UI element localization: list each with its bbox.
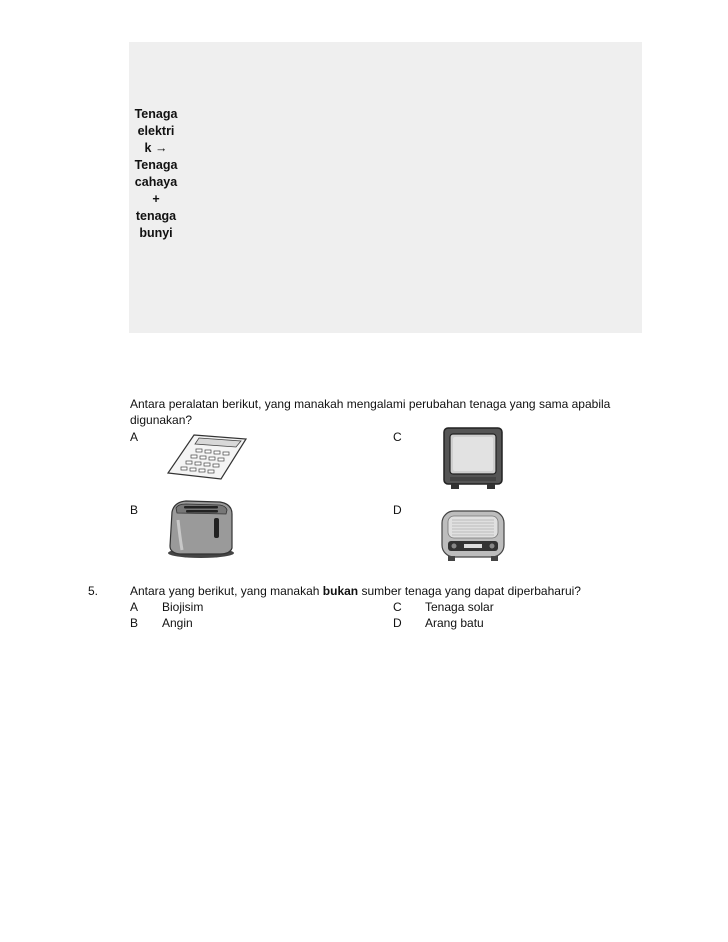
energy-line: tenaga xyxy=(135,209,177,223)
question-5-text-bold: bukan xyxy=(322,584,359,598)
energy-line: elektri xyxy=(137,124,175,138)
option-letter-d: D xyxy=(393,503,402,517)
toaster-image xyxy=(164,498,238,560)
energy-line: Tenaga xyxy=(134,158,178,172)
calculator-image xyxy=(166,433,248,481)
energy-line: k → xyxy=(144,141,168,155)
energy-change-label xyxy=(134,106,178,242)
q5-option-b-letter: B xyxy=(130,616,139,630)
energy-line: cahaya xyxy=(134,175,178,189)
option-letter-a: A xyxy=(130,430,139,444)
energy-line: + xyxy=(152,192,160,206)
q5-option-b-text: Angin xyxy=(162,616,193,630)
question-5-number: 5. xyxy=(88,584,99,598)
question-5-text xyxy=(130,584,581,599)
energy-change-box xyxy=(129,42,642,333)
q5-option-d-letter: D xyxy=(393,616,402,630)
radio-image xyxy=(438,507,508,563)
television-image xyxy=(441,426,505,492)
question-4-text-line1: Antara peralatan berikut, yang manakah mengalami perubahan tenaga yang sama apabila xyxy=(130,397,611,411)
option-letter-b: B xyxy=(130,503,139,517)
q5-option-a-letter: A xyxy=(130,600,139,614)
q5-option-c-letter: C xyxy=(393,600,402,614)
option-letter-c: C xyxy=(393,430,402,444)
energy-line: Tenaga xyxy=(134,107,178,121)
q5-option-a-text: Biojisim xyxy=(162,600,204,614)
energy-line: bunyi xyxy=(139,226,173,240)
q5-option-d-text: Arang batu xyxy=(425,616,484,630)
q5-option-c-text: Tenaga solar xyxy=(425,600,494,614)
question-4-text-line2: digunakan? xyxy=(130,413,193,427)
question-5-text-after: sumber tenaga yang dapat diperbaharui? xyxy=(358,584,581,598)
question-5-text-before: Antara yang berikut, yang manakah xyxy=(130,584,323,598)
